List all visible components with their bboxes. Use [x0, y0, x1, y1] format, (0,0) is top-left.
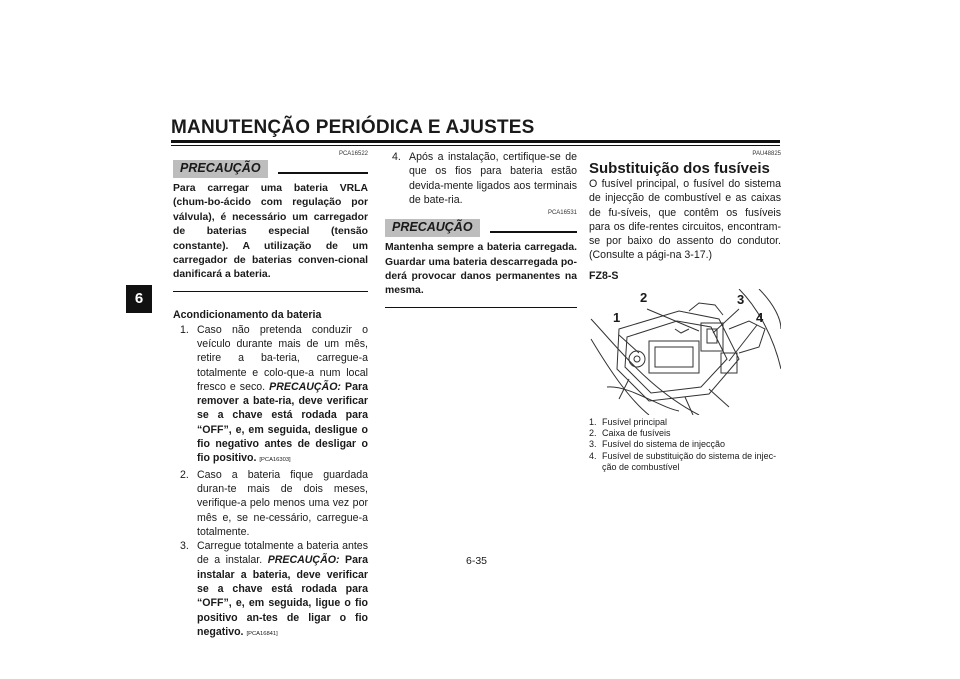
column-1 [173, 150, 368, 641]
legend-number: 2. [589, 428, 597, 439]
inline-caution-label: PRECAUÇÃO: [269, 380, 341, 393]
callout-3: 3 [737, 292, 745, 308]
list-item [173, 468, 368, 539]
column-2 [385, 150, 577, 308]
step-body: Carregue totalmente a bateria antes de a instalar. [197, 540, 368, 567]
list-item [589, 428, 781, 439]
step-number: 4. [392, 151, 401, 163]
list-item [589, 417, 781, 428]
callout-4: 4 [756, 310, 764, 326]
step-text: Após a instalação, certifique-se de que os fios para bateria estão devida-mente ligados aos terminais de bate-ria. [409, 151, 577, 206]
header-rule [171, 140, 780, 143]
inline-caution-code: [PCA16841] [246, 630, 278, 637]
legend-number: 3. [589, 439, 597, 450]
legend-number: 1. [589, 417, 597, 428]
caution-code: PCA16522 [338, 151, 368, 157]
step-body: Caso não pretenda conduzir o veículo durante mais de um mês, retire a ba-teria, carregue-a totalmente e colo-que-a num local fresco e seco. [197, 323, 368, 393]
step-text: Caso a bateria fique guardada duran-te mais de dois meses, verifique-a pelo menos uma vez por mês e, se ne-cessário, carregue-a totalmente. [197, 468, 368, 538]
caution-rule-bottom [385, 307, 577, 309]
page-title: MANUTENÇÃO PERIÓDICA E AJUSTES [171, 117, 535, 138]
section-code: PAU48825 [752, 151, 781, 157]
caution-code: PCA16531 [547, 210, 577, 217]
list-item [589, 451, 781, 473]
legend-text: Fusível de substituição do sistema de injec-ção de combustível [602, 450, 777, 472]
inline-caution-text: Para remover a bate-ria, deve verificar se a chave está rodada para “OFF”, e, em seguida, desligue o fio negativo antes de desligar o fio positivo. [197, 380, 368, 465]
callout-1: 1 [613, 310, 621, 326]
chapter-tab: 6 [126, 285, 152, 313]
caution-text: Mantenha sempre a bateria carregada. Guardar uma bateria descarregada po-derá provocar danos permanentes na mesma. [385, 242, 577, 297]
model-label: FZ8-S [589, 269, 619, 282]
inline-caution-label: PRECAUÇÃO: [267, 554, 340, 567]
legend-text: Fusível do sistema de injecção [602, 439, 726, 450]
step-number: 1. [180, 323, 189, 336]
caution-header [173, 160, 368, 178]
legend-text: Fusível principal [602, 417, 668, 428]
caution-rule [490, 231, 577, 233]
caution-badge: PRECAUÇÃO [173, 160, 268, 178]
list-item [589, 439, 781, 450]
caution-text: Para carregar uma bateria VRLA (chum-bo-ácido com regulação por válvula), é necessário um carregador de baterias especial (tensão constante). A utilização de um carregador de baterias conven-cional danificará a bateria. [173, 183, 368, 281]
fuse-illustration [589, 289, 781, 415]
legend-number: 4. [589, 450, 597, 461]
step-number: 3. [180, 540, 189, 553]
list-item [385, 150, 577, 207]
caution-header [385, 219, 577, 237]
list-item [173, 539, 368, 641]
legend-text: Caixa de fusíveis [602, 428, 671, 439]
callout-2: 2 [640, 290, 648, 306]
step-number: 2. [180, 468, 189, 481]
step-text [197, 539, 368, 641]
caution-rule-bottom [173, 291, 368, 293]
caution-rule [278, 172, 368, 174]
caution-badge: PRECAUÇÃO [385, 219, 480, 237]
page-number: 6-35 [466, 555, 488, 567]
column-3 [589, 150, 781, 473]
step-text [197, 323, 368, 468]
list-item [173, 323, 368, 468]
figure-legend [589, 417, 781, 473]
inline-caution-text: Para instalar a bateria, deve verificar se a chave está rodada para “OFF”, e, em seguida, ligue o fio positivo an-tes de ligar o fio negativo. [197, 554, 368, 638]
steps-list [173, 323, 368, 642]
section-paragraph: O fusível principal, o fusível do sistema de injecção de combustível e as caixas de fu-síveis, que contêm os fusíveis para os dife-rentes circuitos, encontram-se por baixo do assento do condutor. (Consulte a pági-na 3-17.) [589, 178, 781, 262]
header-rule-thin [171, 145, 780, 146]
fuse-figure [589, 289, 781, 415]
section-heading: Substituição dos fusíveis [589, 160, 770, 177]
section-title: Acondicionamento da bateria [173, 309, 322, 322]
inline-caution-code: [PCA16303] [259, 457, 291, 464]
